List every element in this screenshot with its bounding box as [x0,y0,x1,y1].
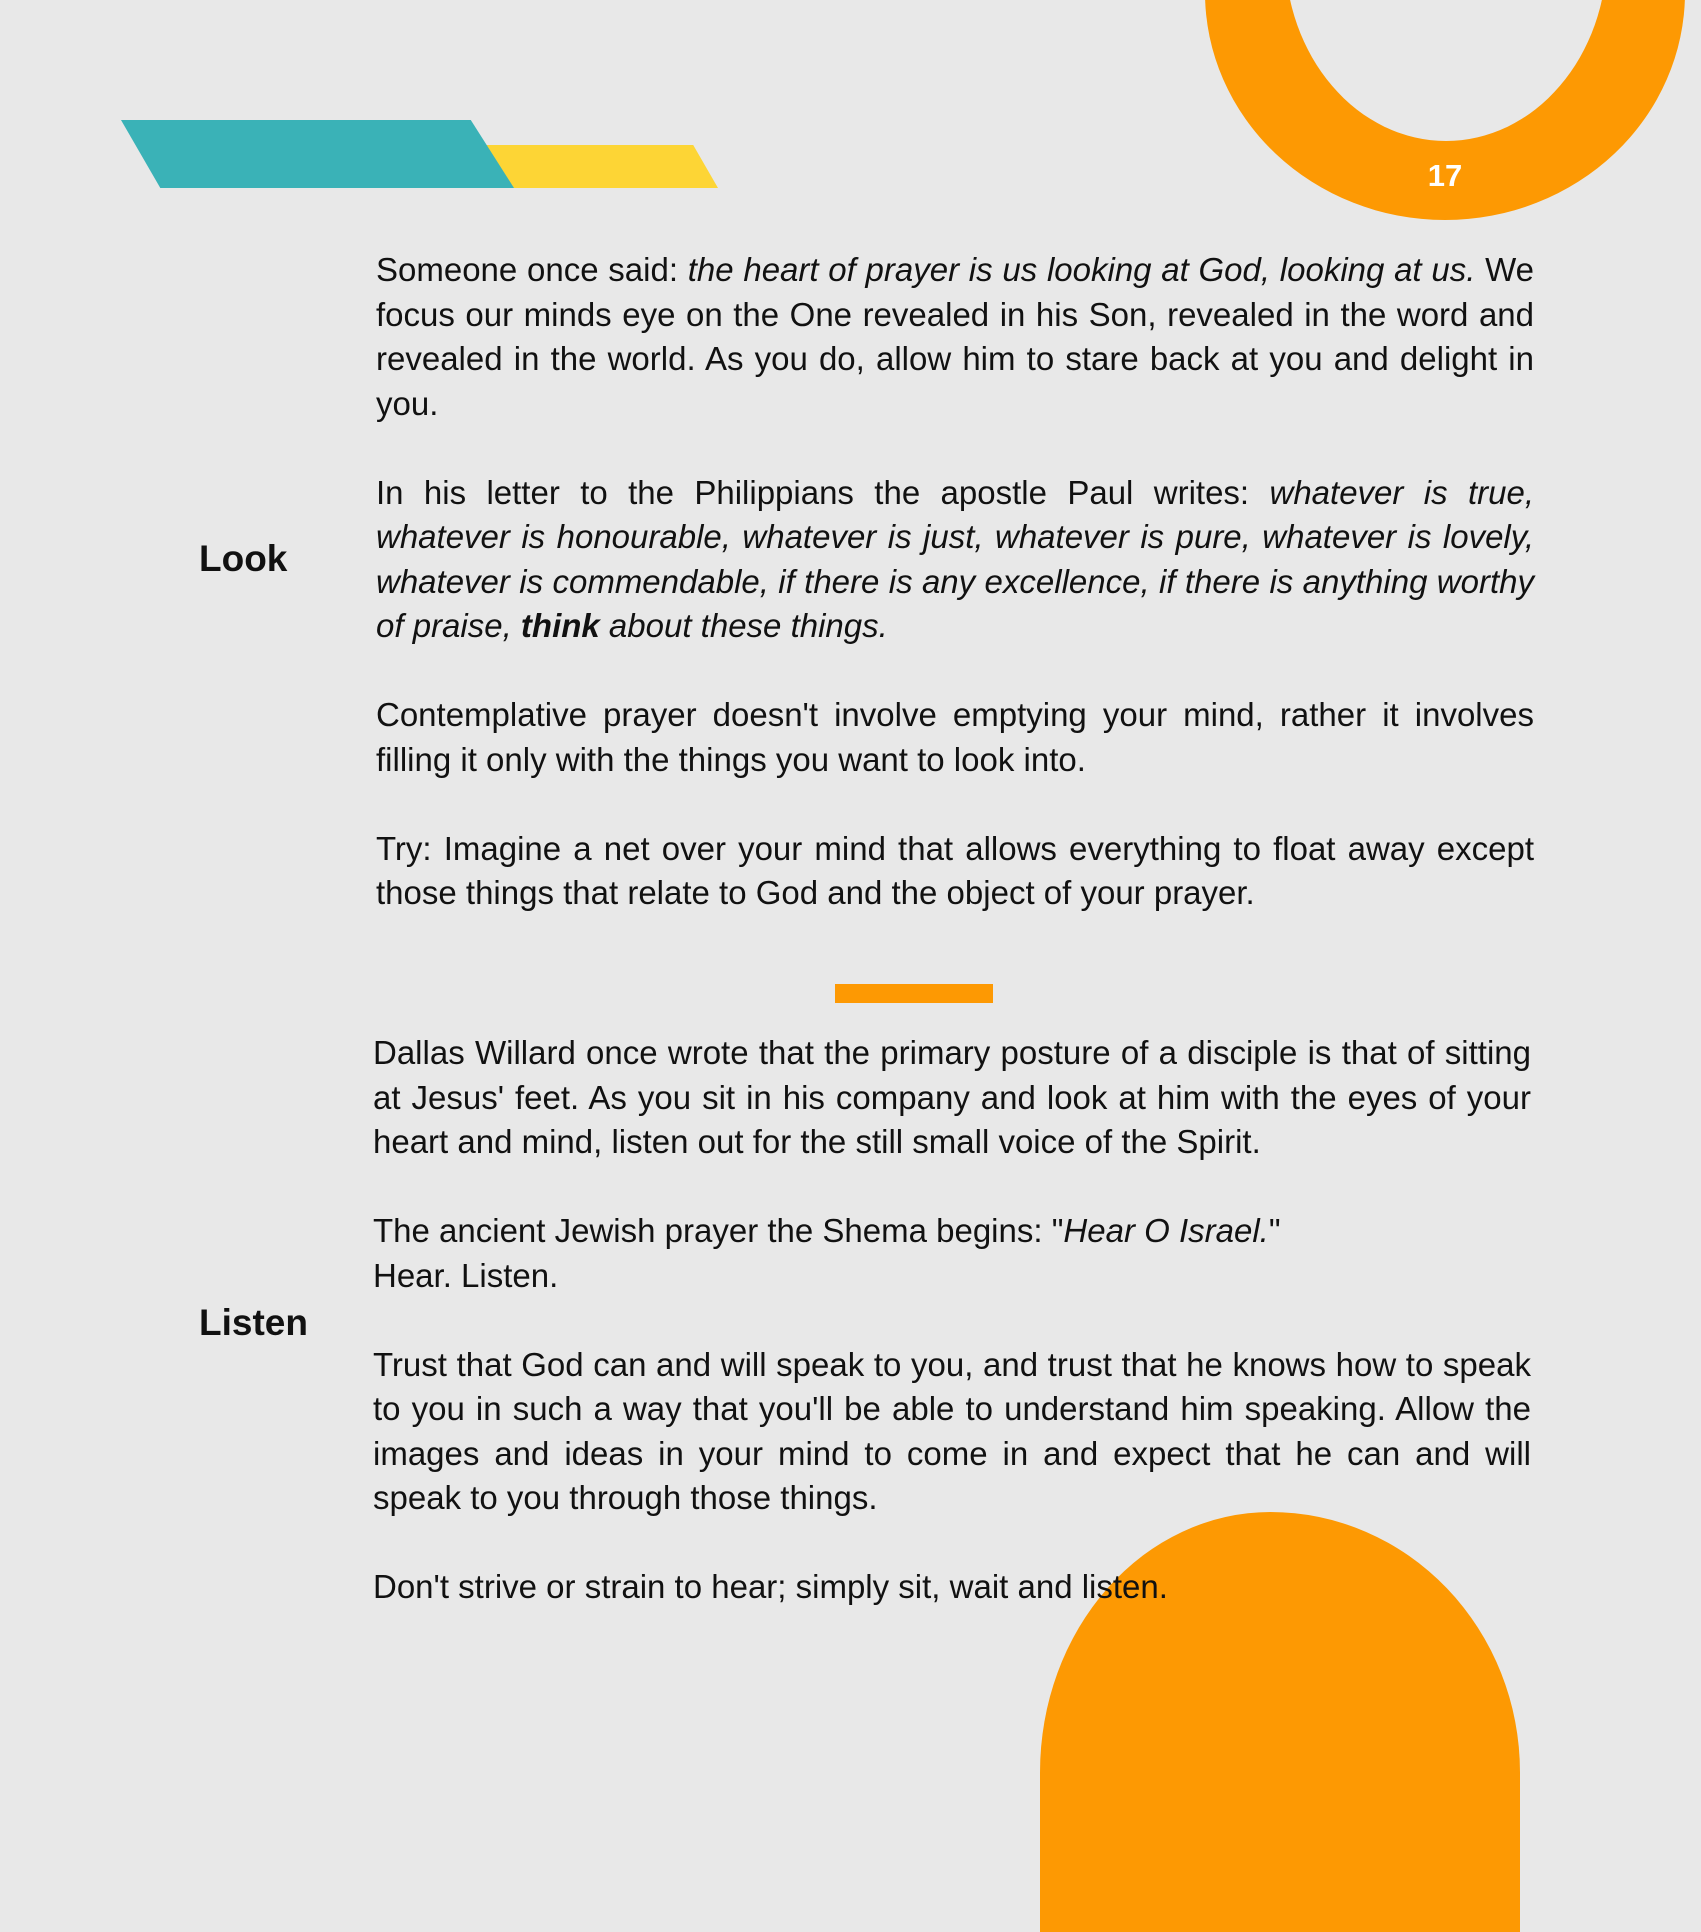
look-paragraph-2 [376,471,1534,649]
look-p1-quote: the heart of prayer is us looking at God, looking at us. [687,251,1476,288]
listen-p2-quote: Hear O Israel. [1063,1212,1269,1249]
look-section [376,248,1534,916]
look-heading: Look [199,538,288,579]
look-p1-body: We focus our minds eye on the One revealed in his Son, revealed in the word and revealed in the world. As you do, allow him to stare back at you and delight in you. [376,251,1534,422]
look-p2-quote: whatever is true, whatever is honourable, whatever is just, whatever is pure, whatever is lovely, whatever is commendable, if there is any excellence, if there is anything worthy of praise, [376,473,1534,644]
listen-p2-intro: The ancient Jewish prayer the Shema begins: " [373,1212,1064,1249]
listen-p2-line2: Hear. Listen. [373,1256,559,1294]
look-p1-intro: Someone once said: [376,251,688,288]
listen-section [373,1031,1531,1610]
look-paragraph-4: Try: Imagine a net over your mind that allows everything to float away except those things that relate to God and the object of your prayer. [376,829,1534,911]
look-p2-emphasis: think [520,607,600,644]
look-paragraph-1 [376,248,1534,426]
listen-paragraph-4: Don't strive or strain to hear; simply sit, wait and listen. [373,1568,1168,1605]
look-paragraph-3: Contemplative prayer doesn't involve emptying your mind, rather it involves filling it only with the things you want to look into. [376,696,1534,778]
look-p2-intro: In his letter to the Philippians the apostle Paul writes: [376,473,1270,511]
look-p2-quote-end: about these things. [599,607,888,644]
listen-p2-close-quote: " [1268,1212,1281,1249]
orange-divider [835,984,993,1003]
page-number: 17 [1427,158,1463,193]
listen-paragraph-3: Trust that God can and will speak to you, and trust that he knows how to speak to you in such a way that you'll be able to understand him speaking. Allow the images and ideas in your mind to come in and expect that he can and will speak to you through those things. [373,1345,1531,1516]
listen-paragraph-1: Dallas Willard once wrote that the primary posture of a disciple is that of sitting at Jesus' feet. As you sit in his company and look at him with the eyes of your heart and mind, listen out for the still small voice of the Spirit. [373,1034,1531,1160]
ring-hole [1285,0,1607,141]
teal-stripe-decoration [121,120,514,188]
listen-paragraph-2 [373,1209,1531,1298]
listen-heading: Listen [199,1302,308,1343]
